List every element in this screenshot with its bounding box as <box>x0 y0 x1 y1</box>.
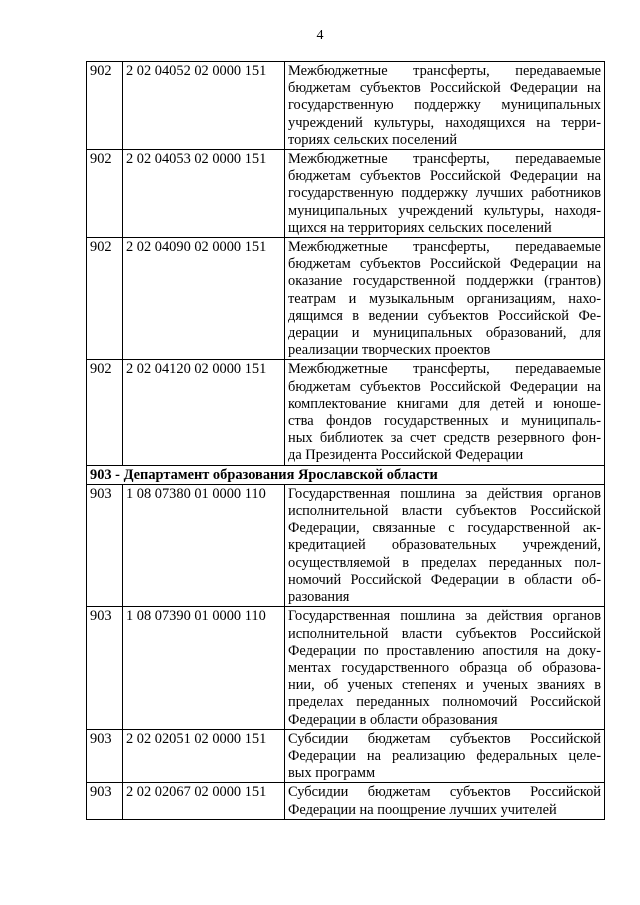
description-line: разования <box>288 589 350 606</box>
description-line: реализации творческих проектов <box>288 342 491 359</box>
budget-code-cell: 2 02 04090 02 0000 151 <box>123 238 285 360</box>
description-line: Федерации на реализацию федеральных целе- <box>288 747 601 764</box>
table-row <box>87 484 605 606</box>
description-line: осуществляемой в пределах переданных пол- <box>288 554 601 571</box>
description-cell <box>285 62 605 150</box>
description-line: Межбюджетные трансферты, передаваемые <box>288 239 601 256</box>
description-line: дящимся в ведении субъектов Российской Фе- <box>288 307 601 324</box>
description-cell <box>285 238 605 360</box>
description-line: Субсидии бюджетам субъектов Российской <box>288 730 601 747</box>
description-line: бюджетам субъектов Российской Федерации на <box>288 80 601 97</box>
description-line: Государственная пошлина за действия органов <box>288 608 601 625</box>
table-row <box>87 783 605 819</box>
description-line: оказание государственной поддержки (грантов) <box>288 273 601 290</box>
description-line: Межбюджетные трансферты, передаваемые <box>288 361 601 378</box>
description-line: учреждений культуры, находящихся на терри- <box>288 114 601 131</box>
description-line: муниципальных учреждений культуры, находя- <box>288 202 601 219</box>
description-line: Межбюджетные трансферты, передаваемые <box>288 151 601 168</box>
table-row <box>87 360 605 465</box>
admin-code-cell: 902 <box>87 238 123 360</box>
description-cell <box>285 150 605 238</box>
description-line: бюджетам субъектов Российской Федерации на <box>288 168 601 185</box>
description-line: нии, об ученых степенях и ученых званиях в <box>288 677 601 694</box>
section-header-row <box>87 465 605 484</box>
description-line: государственную поддержку лучших работников <box>288 185 601 202</box>
description-line: Федерации на поощрение лучших учителей <box>288 801 557 818</box>
description-line: Субсидии бюджетам субъектов Российской <box>288 784 601 801</box>
admin-code-cell: 903 <box>87 484 123 606</box>
description-line: Федерации, связанные с государственной ак- <box>288 520 601 537</box>
description-line: ства фондов государственных и муниципаль- <box>288 413 601 430</box>
admin-code-cell: 902 <box>87 150 123 238</box>
description-line: Государственная пошлина за действия органов <box>288 485 601 502</box>
description-line: Федерации в области образования <box>288 711 498 728</box>
page-number: 4 <box>316 28 324 43</box>
description-line: исполнительной власти субъектов Российской <box>288 503 601 520</box>
description-line: ных библиотек за счет средств резервного фон- <box>288 430 601 447</box>
description-line: театрам и музыкальным организациям, нахо- <box>288 290 601 307</box>
description-line: исполнительной власти субъектов Российской <box>288 625 601 642</box>
admin-code-cell: 903 <box>87 607 123 729</box>
table-row <box>87 238 605 360</box>
admin-code-cell: 903 <box>87 783 123 819</box>
budget-code-cell: 2 02 04120 02 0000 151 <box>123 360 285 465</box>
description-line: да Президента Российской Федерации <box>288 447 524 464</box>
description-line: бюджетам субъектов Российской Федерации на <box>288 378 601 395</box>
description-cell <box>285 484 605 606</box>
description-line: номочий Российской Федерации в области об- <box>288 571 601 588</box>
budget-code-cell: 2 02 04053 02 0000 151 <box>123 150 285 238</box>
budget-code-cell: 2 02 04052 02 0000 151 <box>123 62 285 150</box>
section-title: 903 - Департамент образования Ярославской области <box>87 465 605 484</box>
budget-code-cell: 2 02 02067 02 0000 151 <box>123 783 285 819</box>
description-cell <box>285 360 605 465</box>
description-line: государственную поддержку муниципальных <box>288 97 601 114</box>
description-line: ториях сельских поселений <box>288 131 458 148</box>
description-cell <box>285 607 605 729</box>
admin-code-cell: 903 <box>87 729 123 783</box>
description-line: комплектование книгами для детей и юноше- <box>288 395 601 412</box>
admin-code-cell: 902 <box>87 360 123 465</box>
table-body <box>87 62 605 820</box>
table-row <box>87 607 605 729</box>
table-row <box>87 729 605 783</box>
description-line: Межбюджетные трансферты, передаваемые <box>288 63 601 79</box>
budget-code-cell: 1 08 07380 01 0000 110 <box>123 484 285 606</box>
description-line: пределах переданных полномочий Российской <box>288 694 601 711</box>
description-line: дерации и муниципальных образований, для <box>288 325 601 342</box>
table-row <box>87 62 605 150</box>
admin-code-cell: 902 <box>87 62 123 150</box>
description-line: ментах государственного образца об образова- <box>288 659 601 676</box>
description-line: бюджетам субъектов Российской Федерации на <box>288 256 601 273</box>
description-line: кредитацией образовательных учреждений, <box>288 537 601 554</box>
budget-code-cell: 2 02 02051 02 0000 151 <box>123 729 285 783</box>
description-cell <box>285 729 605 783</box>
budget-code-cell: 1 08 07390 01 0000 110 <box>123 607 285 729</box>
description-line: щихся на территориях сельских поселений <box>288 219 552 236</box>
table-row <box>87 150 605 238</box>
description-line: Федерации по проставлению апостиля на доку- <box>288 642 601 659</box>
budget-classification-table <box>86 61 605 820</box>
description-cell <box>285 783 605 819</box>
description-line: вых программ <box>288 765 376 782</box>
